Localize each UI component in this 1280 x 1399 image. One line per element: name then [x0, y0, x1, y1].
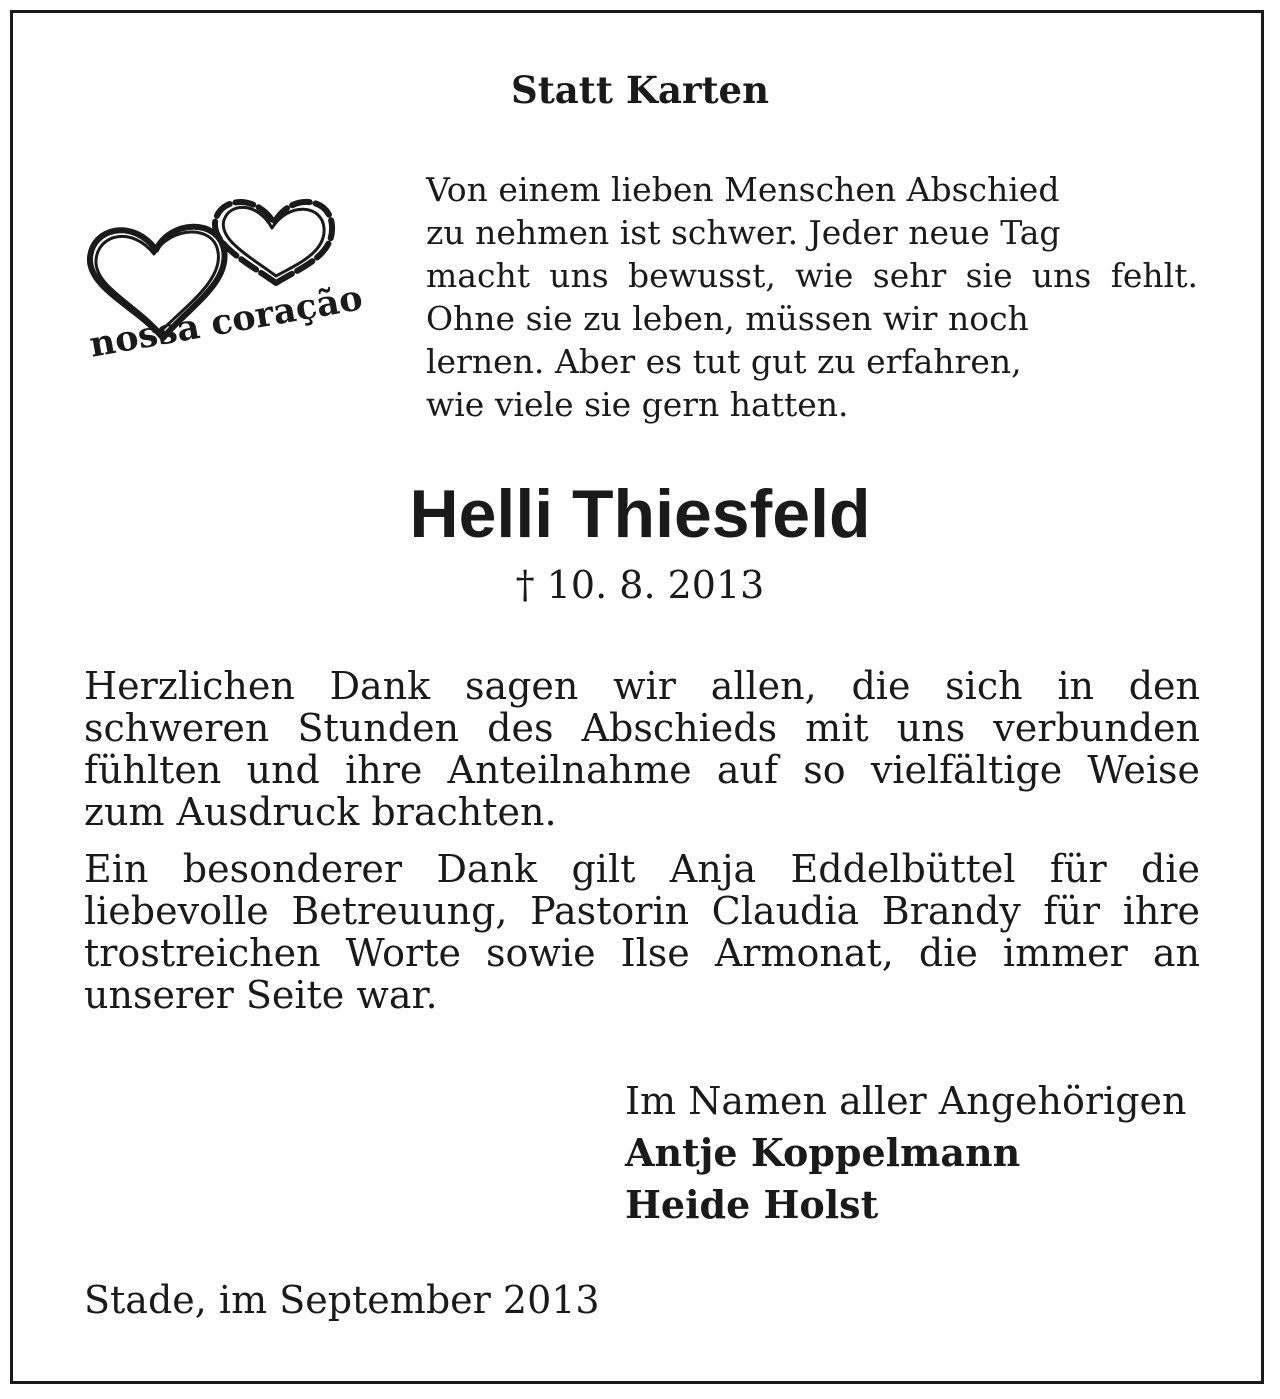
closing-block — [625, 1075, 1225, 1231]
closing-intro: Im Namen aller Angehörigen — [625, 1079, 1187, 1123]
poem — [426, 168, 1198, 426]
poem-line: Ohne sie zu leben, müssen wir noch — [426, 299, 1029, 338]
deceased-name: Helli Thiesfeld — [409, 476, 871, 552]
poem-line: macht uns bewusst, wie sehr sie uns fehlt. — [426, 256, 1198, 295]
signer-name: Heide Holst — [625, 1182, 879, 1227]
thanks-paragraph: Herzlichen Dank sagen wir allen, die sich in den schweren Stunden des Abschieds mit uns verbunden fühlten und ihre Anteilnahme auf so vielfältige Weise zum Ausdruck brachten. — [84, 664, 1200, 834]
place-date: Stade, im September 2013 — [84, 1278, 600, 1322]
poem-line: wie viele sie gern hatten. — [426, 385, 849, 424]
poem-line: lernen. Aber es tut gut zu erfahren, — [426, 342, 1022, 381]
emblem-caption: nossa coração — [86, 277, 366, 366]
poem-line: zu nehmen ist schwer. Jeder neue Tag — [426, 213, 1061, 252]
signer-name: Antje Koppelmann — [625, 1130, 1021, 1175]
poem-line: Von einem lieben Menschen Abschied — [426, 170, 1060, 209]
header-title: Statt Karten — [510, 68, 769, 112]
special-thanks-paragraph: Ein besonderer Dank gilt Anja Eddelbüttel für die liebevolle Betreuung, Pastorin Claudia Brandy für ihre trostreichen Worte sowie Ilse Armonat, die immer an unserer Seite war. — [84, 847, 1200, 1017]
death-date: † 10. 8. 2013 — [515, 563, 765, 607]
